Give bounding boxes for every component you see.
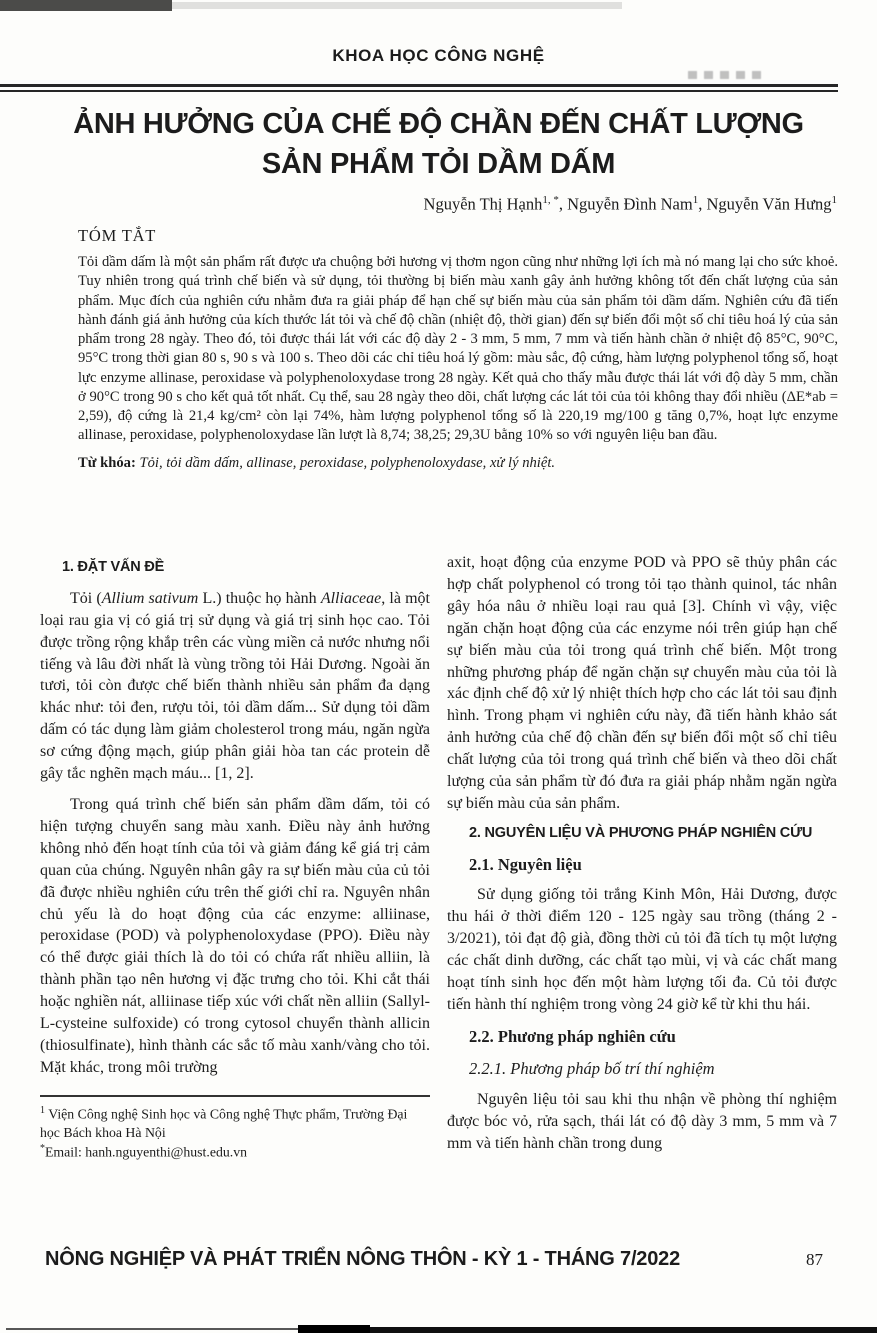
article-title-line2: SẢN PHẨM TỎI DẦM DẤM bbox=[261, 148, 616, 181]
author-affiliation-marker: 1 bbox=[692, 194, 699, 206]
abstract-body: Tỏi dầm dấm là một sản phẩm rất được ưa chuộng bởi hương vị thơm ngon cũng như những lợi ích mà nó mang lại cho sức khoẻ. Tuy nhiên trong quá trình chế biến và sử dụng, tỏi thường bị biến màu xanh gây ảnh hưởng không tốt đến chất lượng của sản phẩm. Mục đích của nghiên cứu nhằm đưa ra giải pháp để hạn chế sự biến màu của sản phẩm tỏi dầm dấm. Nghiên cứu đã tiến hành đánh giá ảnh hưởng của kích thước lát tỏi và chế độ chần (nhiệt độ, thời gian) đến sự biến đổi một số chỉ tiêu hoá lý của sản phẩm trong 28 ngày. Theo đó, tỏi được thái lát với các độ dày 2 - 3 mm, 5 mm, 7 mm và tiến hành chần ở nhiệt độ 85°C, 90°C, 95°C trong thời gian 80 s, 90 s và 100 s. Theo dõi các chỉ tiêu hoá lý gồm: màu sắc, độ cứng, hàm lượng polyphenol tổng số, hoạt lực enzyme allinase, peroxidase và polyphenoloxydase trong 28 ngày. Kết quả cho thấy mẫu được thái lát với độ dày 5 mm, chần ở 90°C trong 90 s cho kết quả tốt nhất. Cụ thể, sau 28 ngày theo dõi, chất lượng các lát tỏi của tỏi không thay đổi nhiều (ΔE*ab = 2,59), độ cứng là 21,4 kg/cm² còn lại 74%, hàm lượng polyphenol tổng số là 220,19 mg/100 g tăng 0,7%, hoạt lực enzyme allinase, peroxidase, polyphenoloxydase lần lượt là 8,74; 38,25; 29,3U bằng 10% so với nguyên liệu ban đầu. bbox=[78, 254, 838, 444]
paragraph: Tỏi (Allium sativum L.) thuộc họ hành Alliaceae, là một loại rau gia vị có giá trị sử dụng và giá trị sinh học cao. Tỏi được trồng rộng khắp trên các vùng miền cả nước nhưng nổi tiếng và lâu đời nhất là vùng trồng tỏi Hải Dương. Ngoài ăn tươi, tỏi còn được chế biến thành nhiều sản phẩm đa dạng khác như: tỏi đen, rượu tỏi, tỏi dầm dấm... Sử dụng tỏi dầm dấm có tác dụng làm giảm cholesterol trong máu, ngăn ngừa sơ cứng động mạch, giúp phân giải hòa tan các protein dễ gây tắc nghẽn mạch máu... [1, 2]. bbox=[40, 589, 430, 783]
scan-artifact-smudge bbox=[688, 71, 768, 79]
keywords-text: Tỏi, tỏi dầm dấm, allinase, peroxidase, polyphenoloxydase, xử lý nhiệt. bbox=[135, 454, 556, 471]
paragraph: Sử dụng giống tỏi trắng Kinh Môn, Hải Dương, được thu hái ở thời điểm 120 - 125 ngày sau trồng (tháng 2 - 3/2021), tỏi đạt độ già, đồng thời củ tỏi đã tích tụ một lượng các chất dinh dưỡng, các chất tạo mùi, vị và các chất mang hoạt tính sinh học đến một hàm lượng tối đa. Củ tỏi được tiến hành thí nghiệm trong vòng 24 giờ kể từ khi thu hái. bbox=[447, 886, 837, 1013]
footnote-marker: 1 bbox=[40, 1104, 45, 1116]
author-affiliation-marker: 1 bbox=[831, 194, 837, 206]
header-double-rule bbox=[0, 84, 838, 92]
paragraph: Trong quá trình chế biến sản phẩm dầm dấm, tỏi có hiện tượng chuyển sang màu xanh. Điều này ảnh hưởng không nhỏ đến hoạt tính của tỏi và giảm đáng kể giá trị cảm quan của chúng. Nguyên nhân gây ra sự biến màu của củ tỏi đã được nhiều nghiên cứu trên thế giới chỉ ra. Nguyên nhân chủ yếu là do hoạt động của các enzyme: alliinase, peroxidase (POD) và polyphenoloxydase (PPO). Điều này có thể được giải thích là do tỏi có chứa rất nhiều alliin, là thành phần tạo nên hương vị đặc trưng cho tỏi. Khi cắt thái hoặc nghiền nát, alliinase tiếp xúc với chất nền alliin (Sallyl-L-cysteine sulfoxide) có trong cytosol chuyển thành allicin (thiosulfinate), hình thành các sắc tố màu xanh/vàng cho tỏi. Mặt khác, trong môi trường bbox=[40, 796, 430, 1076]
scan-artifact-bottom-blob bbox=[298, 1325, 370, 1333]
footnote-email bbox=[40, 1142, 430, 1162]
author-name: Nguyễn Đình Nam bbox=[567, 194, 693, 214]
abstract-heading: TÓM TẮT bbox=[78, 226, 157, 245]
footnote-text: Viện Công nghệ Sinh học và Công nghệ Thực phẩm, Trường Đại học Bách khoa Hà Nội bbox=[40, 1106, 408, 1140]
footnote-block bbox=[40, 1095, 430, 1162]
author-name: Nguyễn Văn Hưng bbox=[706, 194, 832, 214]
author-name: Nguyễn Thị Hạnh bbox=[423, 194, 543, 214]
page-footer bbox=[45, 1248, 837, 1271]
author-separator: , bbox=[558, 194, 568, 214]
author-affiliation-marker: 1, * bbox=[542, 194, 559, 206]
section-2-heading: 2. NGUYÊN LIỆU VÀ PHƯƠNG PHÁP NGHIÊN CỨU bbox=[469, 824, 813, 841]
footnote-marker: * bbox=[40, 1142, 45, 1154]
paragraph: Nguyên liệu tỏi sau khi thu nhận về phòng thí nghiệm được bóc vỏ, rửa sạch, thái lát có độ dày 3 mm, 5 mm và 7 mm và tiến hành chần trong dung bbox=[447, 1090, 837, 1152]
scan-artifact-top-bar bbox=[0, 0, 172, 11]
author-separator: , bbox=[698, 194, 707, 214]
left-column bbox=[40, 552, 430, 1162]
right-column bbox=[447, 552, 837, 1164]
body-columns bbox=[40, 552, 837, 1164]
article-title-line1: ẢNH HƯỞNG CỦA CHẾ ĐỘ CHẦN ĐẾN CHẤT LƯỢNG bbox=[73, 108, 804, 140]
footnote-text: Email: hanh.nguyenthi@hust.edu.vn bbox=[45, 1144, 248, 1160]
journal-footer-line: NÔNG NGHIỆP VÀ PHÁT TRIỂN NÔNG THÔN - KỲ 1 - THÁNG 7/2022 bbox=[45, 1248, 680, 1270]
keywords-line bbox=[78, 455, 838, 472]
running-head: KHOA HỌC CÔNG NGHỆ bbox=[332, 46, 545, 65]
keywords-label: Từ khóa: bbox=[78, 454, 136, 471]
scan-artifact-top-faint bbox=[172, 2, 622, 9]
paragraph: axit, hoạt động của enzyme POD và PPO sẽ thủy phân các hợp chất polyphenol có trong tỏi tạo thành quinol, tác nhân gây hóa nâu ở nhiều loại rau quả [3]. Chính vì vậy, việc ngăn chặn hoạt động của các enzyme nói trên giúp hạn chế sự biến màu của tỏi trong quá trình chế biến. Một trong những phương pháp để ngăn chặn sự chuyển màu của tỏi là xác định chế độ xử lý nhiệt thích hợp cho các lát tỏi sau định hình. Trong phạm vi nghiên cứu này, đã tiến hành khảo sát ảnh hưởng của chế độ chần đến sự biến đổi một số chỉ tiêu chất lượng của tỏi trong quá trình chế biến và theo dõi chất lượng của sản phẩm từ đó đưa ra giải pháp nhằm ngăn ngừa sự biến màu của sản phẩm. bbox=[447, 554, 837, 812]
abstract-block bbox=[78, 226, 838, 472]
section-1-heading: 1. ĐẶT VẤN ĐỀ bbox=[62, 559, 165, 575]
article-title bbox=[40, 104, 837, 184]
section-2-1-heading: 2.1. Nguyên liệu bbox=[469, 854, 582, 874]
page-number: 87 bbox=[806, 1250, 823, 1269]
section-2-2-heading: 2.2. Phương pháp nghiên cứu bbox=[469, 1026, 676, 1046]
section-2-2-1-heading: 2.2.1. Phương pháp bố trí thí nghiệm bbox=[469, 1059, 715, 1079]
scan-artifact-bottom-bar bbox=[300, 1327, 877, 1333]
footnote-affiliation bbox=[40, 1104, 430, 1142]
authors-line bbox=[40, 194, 837, 215]
